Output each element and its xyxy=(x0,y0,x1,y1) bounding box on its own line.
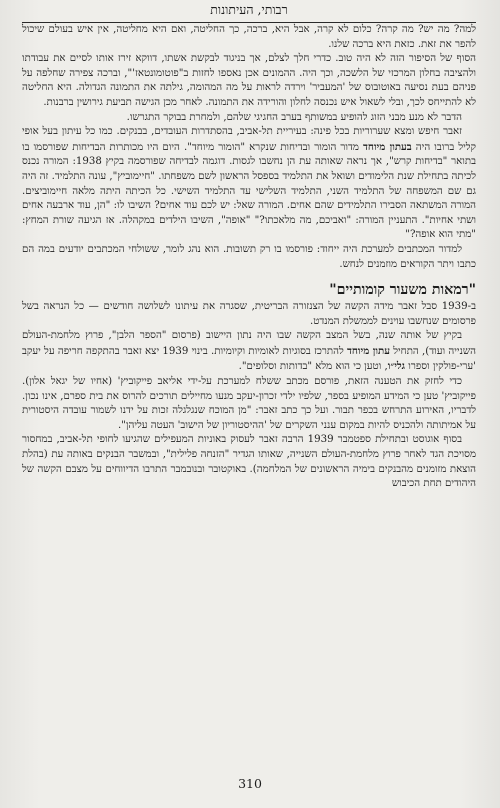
paragraph xyxy=(22,125,476,243)
paragraph: כדי לחזק את הטענה הזאת, פורסם מכתב ששלח למערכת על-ידי אליאב פייקוביץ' (אחיו של יגאל אלון). פייקוביץ' טען כי המידע המופיע בספר, שלפיו ילדי זכרון-יעקב מנעו מחיילים תורכים להרוס את בית ספרם, אינו נכון. לדבריו, האירוע התרחש בכפר תבור. ועל כך כתב זאבר: "מן המוכח שנגלגלה זכות על ידנו לשמור עובדה היסטורית על אמיתותה ולהכניס להיות במקום ענני השקרים של 'ההיסטוריון של הישוב' העטה עליהן". xyxy=(22,376,476,431)
paragraph-text: להתרכז בסוגיות לאומיות וקיומיות. בינוי 1939 יצא זאבר בהתקפה חריפה על יעקב 'ערי-פולקין וספרו xyxy=(22,345,476,373)
paragraph: למדור המכתבים למערכת היה ייחוד: פורסמו בו רק תשובות. הוא נהג לומר, ששולחי המכתבים יודעים במה הם כתבו ויתר הקוראים מוזמנים לנחש. xyxy=(22,243,476,270)
paragraph xyxy=(22,329,476,375)
section-heading: "רמאות משעור קומותיים" xyxy=(329,282,476,299)
running-header: רבותי, העיתונות xyxy=(22,0,476,23)
paragraph: הדבר לא מנע מבני הזוג להופיע במשותף בערב החגיגי שלהם, ולמחרת בבוקר התגרשו. xyxy=(126,111,462,123)
body-text xyxy=(22,23,476,272)
paragraph: למה? מה יש? מה קרה? כלום לא קרה, אבל היא, ברכה, כך החליטה, ואם היא מחליטה, אין איש בעולם שיכול להפר את זאת. כזאת היא ברכה שלנו. xyxy=(22,24,476,50)
paragraph: הסוף של הסיפור הזה לא היה טוב. כדרי חלך לצלם, אך בניגוד לבקשת אשתו, דווקא זירז אותו לסיים את עבודתו ולהציבה בחלון המרכזי של הלשכה, וכך היה. ההמונים אכן נאספו לחזות ב"פוטומונטאז'", וברכה צפירה שחלפה על פניהם בעת נסיעה באוטובוס של 'המעביר' וירדה לראות על מה המהומה, גילתה את התמונה הגדולה. היא החליטה לא להתייחס לכך, ובלי לשאול איש נכנסה לחלון והורידה את התמונה. לאחר מכן הגישה תביעת גירושין ברבנות. xyxy=(22,53,476,108)
newspaper-name: בעתון מיוחד xyxy=(363,140,412,153)
newspaper-name: עתון מיוחד xyxy=(346,344,390,357)
paragraph-text: , וטען כי הוא מלא "בדותות וסלופים". xyxy=(238,361,388,373)
paragraph-text: בקיץ של אותה שנה, בשל המצב הקשה שבו היה נתון היישוב (פרסום "הספר הלבן", פרוץ מלחמת-העולם השנייה ועוד), התחיל xyxy=(22,330,476,357)
book-title: גלי״ו xyxy=(387,360,406,373)
paragraph-text: זאבר חיפש ומצא שערוריות בכל פינה: בעיריית תל-אביב, בהסתדרות העובדים, בבנקים. כמו כל עיתון בעל אופי קליל ברובו היה xyxy=(22,126,477,153)
body-text-section-2 xyxy=(22,300,476,492)
paragraph: ב-1939 סבל זאבר מידה הקשה של הצנזורה הבריטית, שסגרה את עיתונו לשלושה חודשים — כל הנראה בשל פרסומים שנחשבו עוינים לממשלת המנדט. xyxy=(22,301,476,327)
paragraph: בסוף אוגוסט ובתחילת ספטמבר 1939 הרבה זאבר לעסוק באוניות המעפילים שהגיעו לחופי תל-אביב, במחסור מסויכת הגד לאחר פרוץ מלחמת-העולם השנייה, שאותו הגדיר "הזנחה פלילית", ובמשבר הבנקים באותה עת (בהלת הוצאת מזומנים מהבנקים בימיה הראשונים של המלחמה). באוקטובר ובנובמבר התרבו הדיווחים על מצבם הקשה של היהודים תחת הכיבוש xyxy=(22,434,476,490)
paragraph-text: מדור הומור ובדיחות שנקרא "הומור מיוחד". היום היו מכותרות הבדיחות שפורסמו בו בתואר "בדיחות קרש", אך נראה שאותה עת הן נחשבו לגסות. דוגמה לבדיחה שפורסמה בקיץ 1938: המורה נכנס לכיתה בתחילת שנת הלימודים ושואל את התלמיד בספסל הראשון לשם משפחתו. "חיימוביץ", עונה התלמיד. זה היה גם שם המשפחה של התלמיד השני, התלמיד השלישי עד התלמיד השישי. כל הכיתה היתה מלאה חיימוביצים. המורה המשתאה הסבירו התלמידים שהם אחים. המורה שאל: יש לכם עוד אחים? השיבו לו: "הן, עוד ארבעה אחים ושתי אחיות". התעניין המורה: "ואביכם, מה מלאכתו?" "אופה", השיבו הילדים במקהלה. אז הגיעה שורת המחץ: "מתי הוא אופה?" xyxy=(22,141,476,241)
page-number: 310 xyxy=(238,776,262,791)
